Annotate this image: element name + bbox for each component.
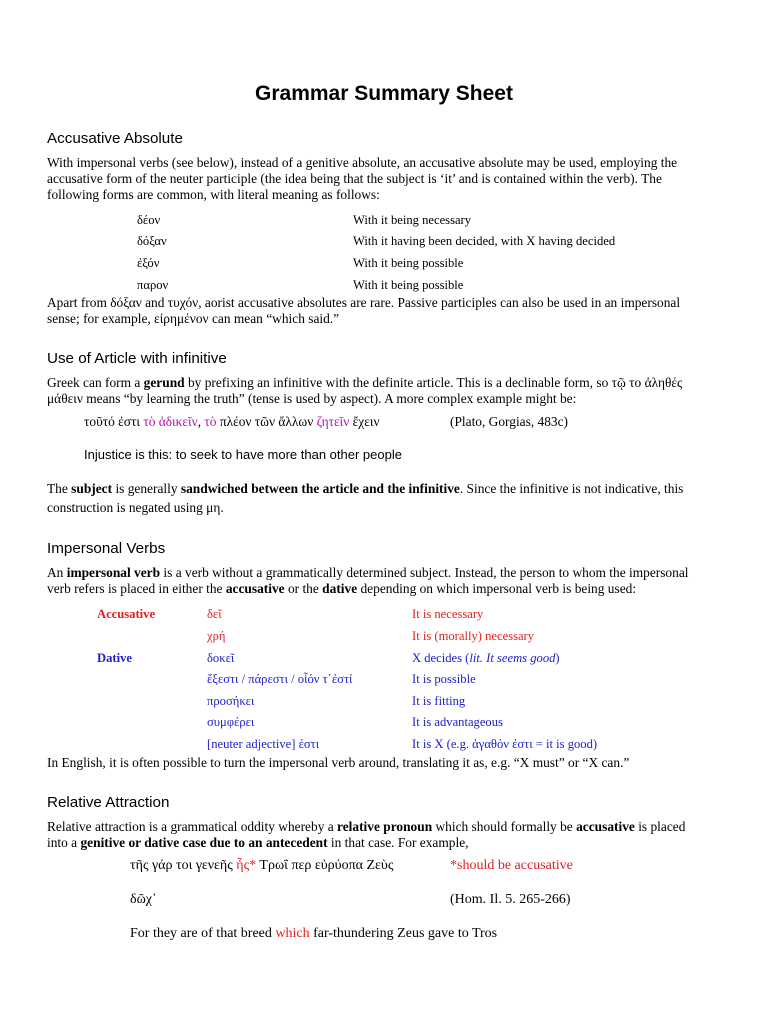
example-citation: (Plato, Gorgias, 483c) (450, 414, 569, 429)
heading-relative-attraction: Relative Attraction (47, 794, 170, 811)
heading-article-infinitive: Use of Article with infinitive (47, 350, 227, 367)
verb-greek: ἔξεστι / πάρεστι / οἷόν τ᾽ἐστί (207, 672, 353, 686)
verb-meaning: It is X (e.g. ἀγαθόν ἐστι = it is good) (412, 737, 598, 751)
relative-attraction-intro: Relative attraction is a grammatical oddity whereby a relative pronoun which should formally be accusative is placed into a genitive or dative case due to an antecedent in that case. For example, (47, 819, 686, 851)
form-meaning: With it being possible (353, 278, 464, 292)
homer-line-1: τῆς γάρ τοι γενεῆς ἧς* Τρωΐ περ εὐρύοπα Ζεὺς (130, 858, 394, 873)
form-greek: ἐξόν (137, 256, 160, 270)
verb-meaning: It is advantageous (412, 715, 503, 729)
impersonal-intro: An impersonal verb is a verb without a grammatically determined subject. Instead, the person to whom the impersonal verb refers is placed in either the accusative or the dative depending on which impersonal verb is being used: (47, 565, 689, 597)
example-translation: Injustice is this: to seek to have more than other people (84, 447, 402, 462)
verb-greek: δοκεῖ (207, 651, 235, 665)
form-greek: δέον (137, 213, 161, 227)
form-meaning: With it having been decided, with X having decided (353, 234, 616, 248)
subject-note: The subject is generally sandwiched between the article and the infinitive. Since the infinitive is not indicative, this construction is negated using μη. (47, 481, 684, 515)
form-greek: δόξαν (137, 234, 167, 248)
homer-line-2: δῶχ᾽ (130, 892, 157, 907)
note-line: sense; for example, εἰρημένον can mean “which said.” (47, 311, 340, 327)
verb-greek: δεῖ (207, 607, 222, 621)
verb-meaning: X decides (lit. It seems good) (412, 651, 560, 665)
verb-greek: χρή (207, 629, 226, 643)
verb-meaning: It is necessary (412, 607, 484, 621)
intro-line: following forms are common, with literal meaning as follows: (47, 187, 380, 203)
article-highlight: τὸ ἀδικεῖν (143, 414, 198, 429)
heading-impersonal-verbs: Impersonal Verbs (47, 540, 166, 557)
relative-pronoun-highlight: ἧς* (236, 858, 257, 873)
homer-translation: For they are of that breed which far-thundering Zeus gave to Tros (130, 926, 498, 941)
heading-accusative-absolute: Accusative Absolute (47, 130, 183, 147)
term-gerund: gerund (143, 375, 185, 390)
note-line: Apart from δόξαν and τυχόν, aorist accusative absolutes are rare. Passive participles can also be used in an impersonal (47, 295, 681, 310)
form-meaning: With it being necessary (353, 213, 472, 227)
accusative-absolute-note (47, 295, 737, 327)
accusative-absolute-intro (47, 155, 737, 204)
verb-meaning: It is possible (412, 672, 476, 686)
greek-example: τοῦτό ἐστι τὸ ἀδικεῖν, τὸ πλέον τῶν ἄλλων ζητεῖν ἔχειν (84, 414, 380, 429)
intro-line: μάθειν means “by learning the truth” (tense is used by aspect). A more complex example might be: (47, 391, 577, 407)
accusative-note: *should be accusative (450, 858, 573, 873)
which-highlight: which (275, 926, 310, 941)
homer-citation: (Hom. Il. 5. 265-266) (450, 892, 571, 907)
intro-line: Greek can form a gerund by prefixing an infinitive with the definite article. This is a declinable form, so τῷ το ἀληθές (47, 375, 683, 390)
verb-meaning: It is fitting (412, 694, 466, 708)
verb-greek: [neuter adjective] ἐστι (207, 737, 320, 751)
impersonal-note: In English, it is often possible to turn the impersonal verb around, translating it as, e.g. “X must” or “X can.” (47, 755, 630, 770)
intro-line: With impersonal verbs (see below), instead of a genitive absolute, an accusative absolute may be used, employing the (47, 155, 678, 170)
form-meaning: With it being possible (353, 256, 464, 270)
infinitive-highlight: ζητεῖν (316, 414, 350, 429)
article-highlight: τὸ (204, 414, 217, 429)
article-infinitive-intro (47, 375, 737, 407)
verb-greek: προσήκει (207, 694, 255, 708)
page-title: Grammar Summary Sheet (255, 82, 513, 105)
form-greek: παρον (137, 278, 169, 292)
accusative-label: Accusative (97, 607, 156, 621)
verb-greek: συμφέρει (207, 715, 255, 729)
verb-meaning: It is (morally) necessary (412, 629, 535, 643)
dative-label: Dative (97, 651, 132, 665)
intro-line: accusative form of the neuter participle (the idea being that the subject is ‘it’ and is contained within the verb). The (47, 171, 662, 187)
